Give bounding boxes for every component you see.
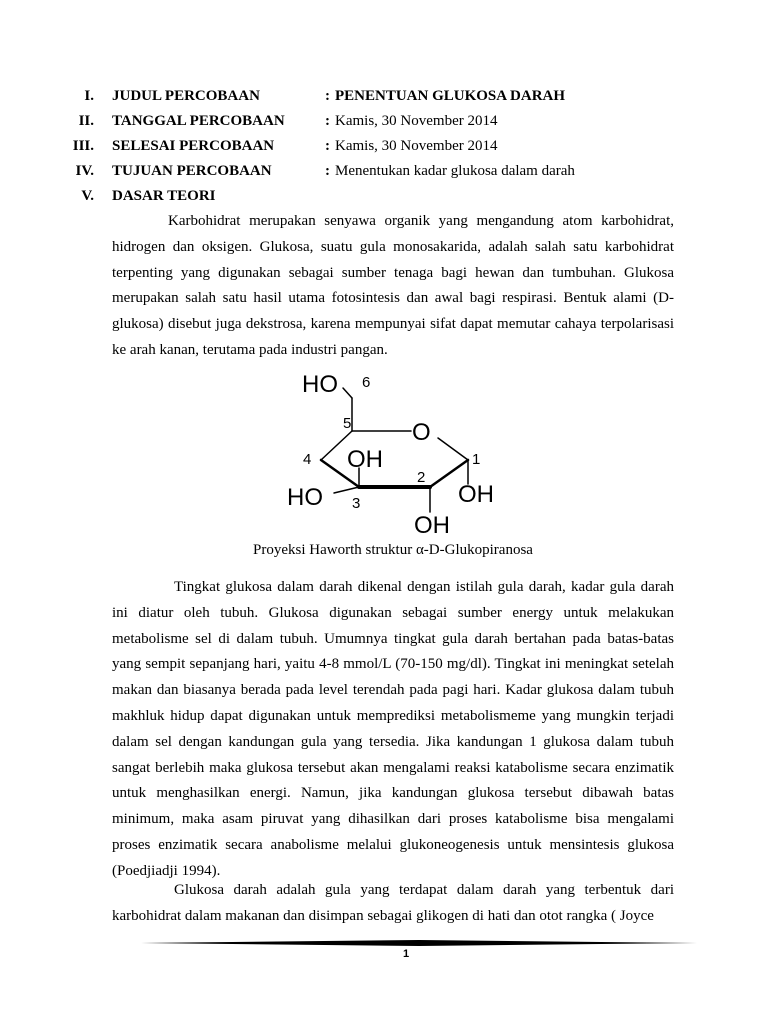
header-row-tujuan <box>0 160 768 182</box>
hydroxyl-c3-label: HO <box>287 484 323 511</box>
carbon-number-4: 4 <box>303 451 312 468</box>
header-value: Menentukan kadar glukosa dalam darah <box>335 163 575 179</box>
header-colon: : <box>325 163 330 179</box>
carbon-number-5: 5 <box>343 415 352 432</box>
header-colon: : <box>325 138 330 154</box>
section-number: I. <box>84 88 94 104</box>
carbon-number-6: 6 <box>362 374 371 391</box>
carbon-number-1: 1 <box>472 451 481 468</box>
hydroxyl-c2-label: OH <box>414 512 450 536</box>
paragraph-blood-glucose: Tingkat glukosa dalam darah dikenal dengan istilah gula darah, kadar gula darah ini diatur oleh tubuh. Glukosa digunakan sebagai sumber energy untuk melakukan metabolisme sel di dalam tubuh. Umumnya tingkat gula darah bertahan pada batas-batas yang sempit sepanjang hari, yaitu 4-8 mmol/L (70-150 mg/dl). Tingkat ini meningkat setelah makan dan biasanya berada pada level terendah pada pagi hari. Kadar glukosa dalam tubuh makhluk hidup dapat digunakan untuk memprediksi metabolismeme yang mungkin terjadi dalam sel dengan kandungan gula yang tersedia. Jika kandungan 1 glukosa dalam tubuh sangat berlebih maka glukosa tersebut akan mengalami reaksi katabolisme secara enzimatik untuk menghasilkan energi. Namun, jika kandungan glukosa tersebut dibawah batas minimum, maka asam piruvat yang dihasilkan dari proses katabolisme bisa mengalami proses enzimatik secara anabolisme melalui glukoneogenesis untuk mensintesis glukosa (Poedjiadji 1994). <box>112 579 674 879</box>
header-value: Kamis, 30 November 2014 <box>335 138 498 154</box>
hydroxyl-c6-label: HO <box>302 371 338 398</box>
ring-oxygen-label: O <box>412 419 431 446</box>
header-row-dasar-teori <box>0 185 768 207</box>
header-row-judul <box>0 85 768 107</box>
section-heading: DASAR TEORI <box>112 188 216 204</box>
section-number: II. <box>78 113 94 129</box>
header-label: TUJUAN PERCOBAAN <box>112 163 272 179</box>
hydroxyl-c4-label: OH <box>347 446 383 473</box>
carbon-number-2: 2 <box>417 469 426 486</box>
page-number: 1 <box>402 948 410 960</box>
header-row-selesai <box>0 135 768 157</box>
header-row-tanggal <box>0 110 768 132</box>
header-colon: : <box>325 113 330 129</box>
figure-caption: Proyeksi Haworth struktur α-D-Glukopiranosa <box>253 542 533 558</box>
header-colon: : <box>325 88 330 104</box>
carbon-number-3: 3 <box>352 495 361 512</box>
header-value: Kamis, 30 November 2014 <box>335 113 498 129</box>
paragraph-intro: Karbohidrat merupakan senyawa organik yang mengandung atom karbohidrat, hidrogen dan oksigen. Glukosa, suatu gula monosakarida, adalah salah satu karbohidrat terpenting yang digunakan sebagai sumber tenaga bagi hewan dan tumbuhan. Glukosa merupakan salah satu hasil utama fotosintesis dan awal bagi respirasi. Bentuk alami (D- glukosa) disebut juga dekstrosa, karena mempunyai sifat dapat memutar cahaya terpolarisasi ke arah kanan, terutama pada industri pangan. <box>112 213 674 358</box>
footer-divider <box>141 940 697 946</box>
header-label: JUDUL PERCOBAAN <box>112 88 260 104</box>
header-value: PENENTUAN GLUKOSA DARAH <box>335 88 566 104</box>
section-number: IV. <box>75 163 94 179</box>
section-number: V. <box>81 188 94 204</box>
header-label: TANGGAL PERCOBAAN <box>112 113 285 129</box>
header-label: SELESAI PERCOBAAN <box>112 138 275 154</box>
haworth-glucose-structure <box>278 366 518 536</box>
paragraph-definition: Glukosa darah adalah gula yang terdapat dalam darah yang terbentuk dari karbohidrat dalam makanan dan disimpan sebagai glikogen di hati dan otot rangka ( Joyce <box>112 882 674 924</box>
hydroxyl-c1-label: OH <box>458 481 494 508</box>
section-number: III. <box>72 138 94 154</box>
